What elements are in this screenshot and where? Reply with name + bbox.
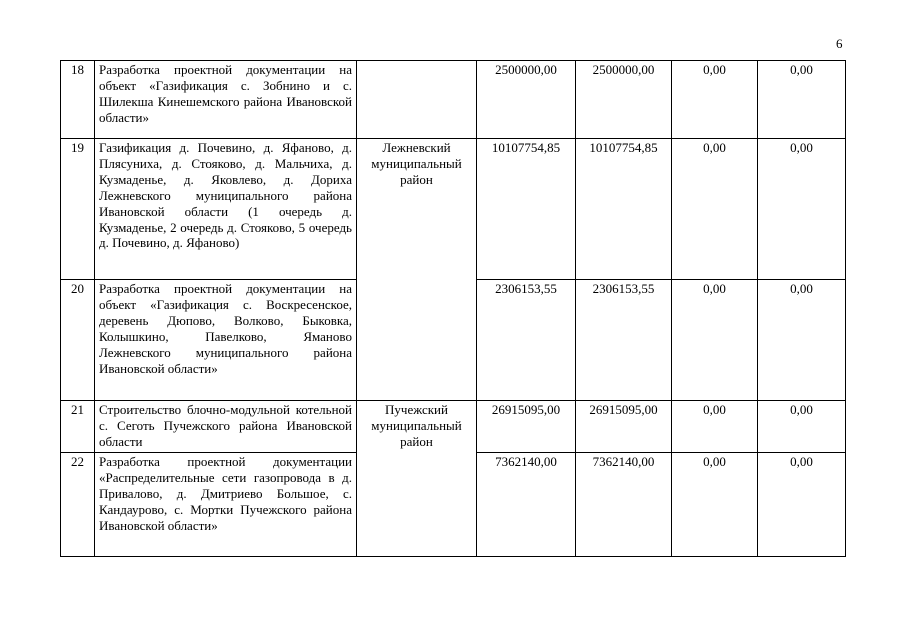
table-row [61, 401, 846, 453]
federal-amount: 0,00 [672, 401, 758, 453]
row-number: 22 [61, 453, 95, 557]
row-number: 19 [61, 139, 95, 280]
page-number: 6 [836, 36, 843, 51]
federal-amount: 0,00 [672, 453, 758, 557]
regional-amount: 26915095,00 [576, 401, 672, 453]
other-amount: 0,00 [758, 453, 846, 557]
regional-amount: 10107754,85 [576, 139, 672, 280]
total-amount: 2500000,00 [477, 61, 576, 139]
total-amount: 7362140,00 [477, 453, 576, 557]
total-amount: 26915095,00 [477, 401, 576, 453]
district-cell [357, 61, 477, 139]
other-amount: 0,00 [758, 401, 846, 453]
row-number: 20 [61, 280, 95, 401]
other-amount: 0,00 [758, 280, 846, 401]
row-number: 21 [61, 401, 95, 453]
table-row [61, 139, 846, 280]
regional-amount: 2500000,00 [576, 61, 672, 139]
district-cell: Пучежский муниципальный район [357, 401, 477, 557]
table-row [61, 61, 846, 139]
federal-amount: 0,00 [672, 61, 758, 139]
other-amount: 0,00 [758, 61, 846, 139]
object-name: Строительство блочно-модульной котельной с. Сеготь Пучежского района Ивановской области [95, 401, 357, 453]
object-name: Газификация д. Почевино, д. Яфаново, д. Плясуниха, д. Стояково, д. Мальчиха, д. Кузмаденье, д. Яковлево, д. Дориха Лежневского муниципального района Ивановской области (1 очередь д. Кузмаденье, 2 очередь д. Стояково, 5 очередь д. Почевино, д. Яфаново) [95, 139, 357, 280]
regional-amount: 7362140,00 [576, 453, 672, 557]
object-name: Разработка проектной документации на объект «Газификация с. Воскресенское, деревень Дюпово, Волково, Быковка, Колышкино, Павелково, Ямановo Лежневского муниципального района Ивановской области» [95, 280, 357, 401]
total-amount: 10107754,85 [477, 139, 576, 280]
object-name: Разработка проектной документации «Распределительные сети газопровода в д. Привалово, д. Дмитриево Большое, с. Кандаурово, с. Мортки Пучежского района Ивановской области» [95, 453, 357, 557]
regional-amount: 2306153,55 [576, 280, 672, 401]
federal-amount: 0,00 [672, 280, 758, 401]
row-number: 18 [61, 61, 95, 139]
federal-amount: 0,00 [672, 139, 758, 280]
total-amount: 2306153,55 [477, 280, 576, 401]
other-amount: 0,00 [758, 139, 846, 280]
object-name: Разработка проектной документации на объект «Газификация с. Зобнино и с. Шилекша Кинешемского района Ивановской области» [95, 61, 357, 139]
funding-table [60, 60, 846, 557]
district-cell: Лежневский муниципальный район [357, 139, 477, 401]
